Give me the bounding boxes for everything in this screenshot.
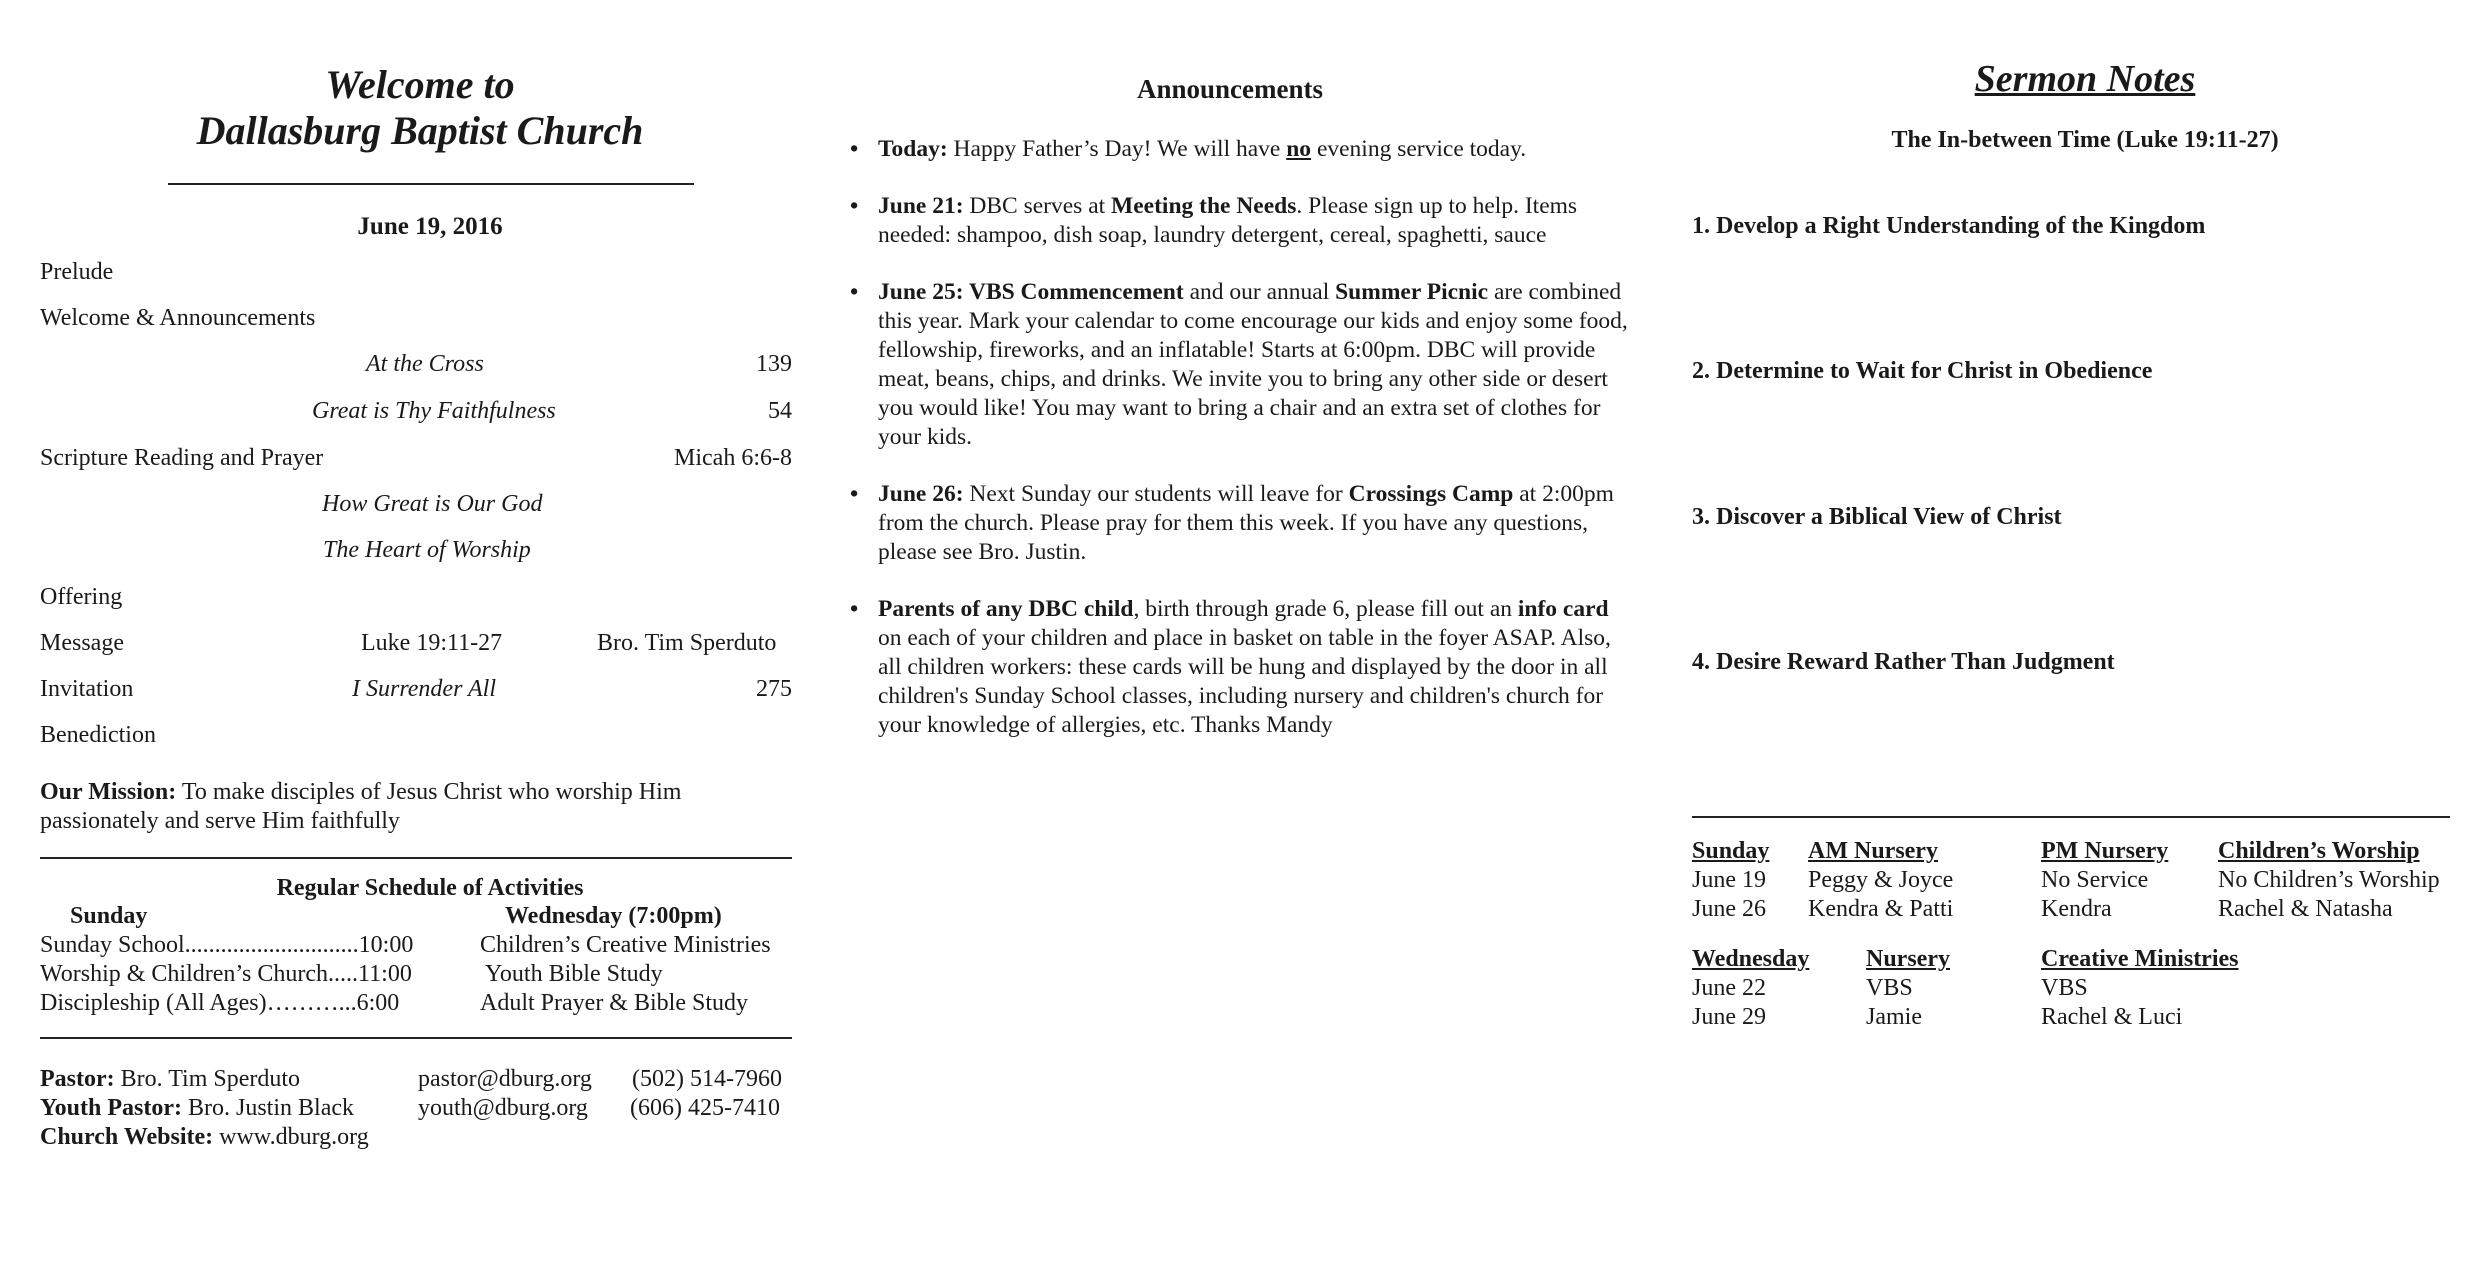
order-prelude: Prelude (40, 259, 114, 285)
schedule-divider-top (40, 857, 792, 859)
pastor-phone: (502) 514-7960 (632, 1066, 782, 1092)
announcement-item (848, 135, 1628, 164)
announcement-emphasis: Crossings Camp (1348, 481, 1514, 507)
title-divider (168, 183, 694, 185)
sermon-subtitle: The In-between Time (Luke 19:11-27) (1891, 127, 2279, 153)
nursery-cell: No Children’s Worship (2218, 867, 2440, 893)
announcement-text: Next Sunday our students will leave for (963, 481, 1349, 507)
nursery-divider (1692, 816, 2450, 818)
song-number: 139 (756, 351, 792, 377)
pastor-contact (40, 1065, 300, 1094)
announcement-lead: June 25: VBS Commencement (878, 279, 1184, 305)
church-website (40, 1123, 369, 1152)
schedule-sunday-item: Discipleship (All Ages)………...6:00 (40, 990, 400, 1016)
pastor-label: Pastor: (40, 1066, 115, 1092)
order-scripture-reading: Scripture Reading and Prayer (40, 445, 324, 471)
announcement-emphasis: Summer Picnic (1335, 279, 1489, 305)
nursery-header: Sunday (1692, 838, 1770, 864)
song-title: At the Cross (366, 351, 484, 377)
nursery-cell: Peggy & Joyce (1808, 867, 1954, 893)
bullet-icon: • (850, 193, 859, 219)
song-title: Great is Thy Faithfulness (312, 398, 556, 424)
message-reference: Luke 19:11-27 (361, 630, 503, 656)
song-number: 54 (768, 398, 792, 424)
sermon-point: 1. Develop a Right Understanding of the Kingdom (1692, 213, 2206, 239)
order-offering: Offering (40, 584, 123, 610)
nursery-header: PM Nursery (2041, 838, 2169, 864)
announcement-text: , birth through grade 6, please fill out an (1133, 596, 1518, 622)
announcement-text: DBC serves at (963, 193, 1112, 219)
scripture-reference: Micah 6:6-8 (674, 445, 792, 471)
schedule-wednesday-heading: Wednesday (7:00pm) (505, 903, 722, 929)
schedule-sunday-heading: Sunday (70, 903, 148, 929)
nursery-cell: Rachel & Luci (2041, 1004, 2183, 1030)
bullet-icon: • (850, 481, 859, 507)
website-label: Church Website: (40, 1124, 214, 1150)
nursery-cell: June 29 (1692, 1004, 1766, 1030)
sermon-notes-title: Sermon Notes (1974, 58, 2196, 100)
bullet-icon: • (850, 136, 859, 162)
mission-label: Our Mission: (40, 779, 177, 805)
mission-text-continued: passionately and serve Him faithfully (40, 808, 400, 834)
nursery-header: Children’s Worship (2218, 838, 2420, 864)
nursery-header: Creative Ministries (2041, 946, 2239, 972)
mission-text: To make disciples of Jesus Christ who worship Him (181, 779, 682, 805)
announcement-emphasis: info card (1517, 596, 1609, 622)
announcement-item (848, 595, 1628, 740)
nursery-cell: VBS (1866, 975, 1913, 1001)
schedule-wednesday-item: Children’s Creative Ministries (480, 932, 771, 958)
order-benediction: Benediction (40, 722, 156, 748)
schedule-divider-bottom (40, 1037, 792, 1039)
order-message: Message (40, 630, 124, 656)
nursery-cell: Rachel & Natasha (2218, 896, 2393, 922)
nursery-cell: June 22 (1692, 975, 1766, 1001)
bullet-icon: • (850, 279, 859, 305)
nursery-header: Wednesday (1692, 946, 1810, 972)
schedule-wednesday-item: Adult Prayer & Bible Study (480, 990, 748, 1016)
nursery-cell: Kendra (2041, 896, 2112, 922)
announcement-text: . Please sign up to help. Items needed: shampoo, dish soap, laundry detergent, cereal, spaghetti, sauce (878, 193, 1578, 248)
sermon-point: 3. Discover a Biblical View of Christ (1692, 504, 2062, 530)
youth-pastor-contact (40, 1094, 354, 1123)
announcement-emphasis: Meeting the Needs (1111, 193, 1297, 219)
announcement-text: and our annual (1183, 279, 1336, 305)
sermon-point: 2. Determine to Wait for Christ in Obedience (1692, 358, 2153, 384)
invitation-song: I Surrender All (352, 676, 496, 702)
schedule-sunday-item: Worship & Children’s Church.....11:00 (40, 961, 412, 987)
order-invitation: Invitation (40, 676, 134, 702)
announcement-lead: Today: (878, 136, 948, 162)
mission-statement (40, 778, 681, 807)
service-date: June 19, 2016 (357, 213, 503, 240)
announcements-list (848, 135, 1628, 768)
announcements-title: Announcements (1136, 74, 1324, 104)
song-title: The Heart of Worship (323, 537, 531, 563)
youth-pastor-label: Youth Pastor: (40, 1095, 182, 1121)
youth-pastor-name: Bro. Justin Black (188, 1095, 354, 1121)
nursery-header: AM Nursery (1808, 838, 1938, 864)
announcement-lead: June 21: (878, 193, 964, 219)
announcement-lead: June 26: (878, 481, 964, 507)
announcement-text: are combined this year. Mark your calendar to come encourage our kids and enjoy some food, fellowship, fireworks, and an inflatable! Starts at 6:00pm. DBC will provide meat, beans, chips, and drinks. We invite you to bring any other side or desert you would like! You may want to bring a chair and an extra set of clothes for your kids. (878, 279, 1628, 450)
schedule-sunday-item: Sunday School.............................10:00 (40, 932, 414, 958)
announcement-item (848, 278, 1628, 452)
announcement-text: at 2:00pm from the church. Please pray for them this week. If you have any questions, please see Bro. Justin. (878, 481, 1614, 565)
song-title: How Great is Our God (322, 491, 543, 517)
nursery-cell: No Service (2041, 867, 2149, 893)
bullet-icon: • (850, 596, 859, 622)
pastor-email[interactable]: pastor@dburg.org (418, 1066, 592, 1092)
nursery-header: Nursery (1866, 946, 1950, 972)
announcement-emphasis: no (1286, 136, 1312, 162)
pastor-name: Bro. Tim Sperduto (120, 1066, 301, 1092)
welcome-title-line2: Dallasburg Baptist Church (196, 108, 644, 153)
schedule-title: Regular Schedule of Activities (276, 875, 584, 901)
website-link[interactable]: www.dburg.org (219, 1124, 369, 1150)
youth-pastor-phone: (606) 425-7410 (630, 1095, 780, 1121)
announcement-text: on each of your children and place in basket on table in the foyer ASAP. Also, all children workers: these cards will be hung and displayed by the door in all children's Sunday School classes, including nursery and children's church for your knowledge of allergies, etc. Thanks Mandy (878, 625, 1611, 738)
message-speaker: Bro. Tim Sperduto (597, 630, 777, 656)
nursery-cell: VBS (2041, 975, 2088, 1001)
nursery-cell: Kendra & Patti (1808, 896, 1954, 922)
sermon-point: 4. Desire Reward Rather Than Judgment (1692, 649, 2115, 675)
nursery-cell: June 19 (1692, 867, 1766, 893)
announcement-item (848, 480, 1628, 567)
announcement-item (848, 192, 1628, 250)
welcome-title-line1: Welcome to (325, 62, 515, 107)
song-number: 275 (756, 676, 792, 702)
announcement-text: Happy Father’s Day! We will have (947, 136, 1287, 162)
announcement-lead: Parents of any DBC child (878, 596, 1134, 622)
schedule-wednesday-item: Youth Bible Study (485, 961, 663, 987)
nursery-cell: June 26 (1692, 896, 1766, 922)
announcement-text: evening service today. (1311, 136, 1527, 162)
nursery-cell: Jamie (1866, 1004, 1922, 1030)
youth-pastor-email[interactable]: youth@dburg.org (418, 1095, 588, 1121)
order-welcome-announcements: Welcome & Announcements (40, 305, 316, 331)
